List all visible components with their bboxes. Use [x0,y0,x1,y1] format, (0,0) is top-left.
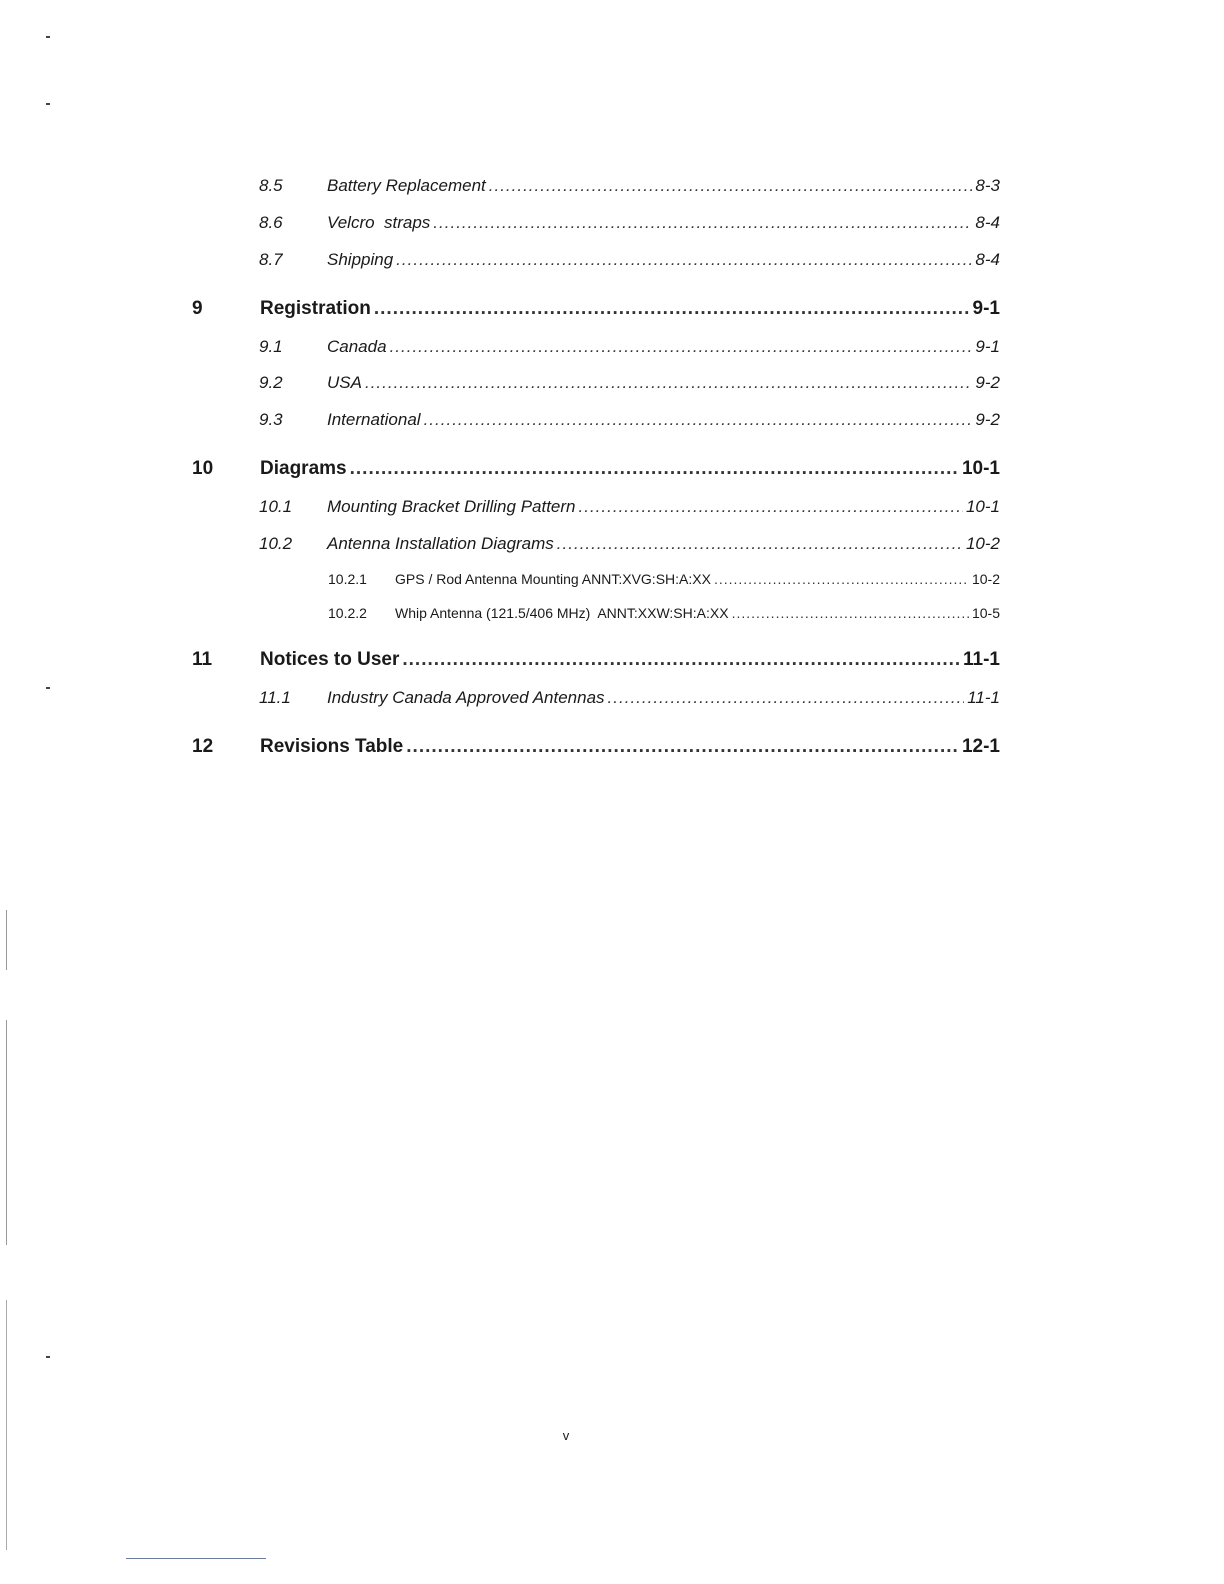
dot-leader [424,410,973,430]
section-title: Battery Replacement [327,176,486,195]
scan-speck [46,36,50,38]
dot-leader [402,649,960,671]
section-title: Velcro straps [327,213,431,232]
page-reference: 9-1 [972,298,1000,319]
toc-chapter-12[interactable] [0,736,1224,766]
section-title: Antenna Installation Diagrams [327,534,554,553]
page-reference: 9-2 [975,373,1000,392]
toc-entry-9-3[interactable] [259,410,1000,436]
toc-entry-10-2-1[interactable] [328,571,1000,593]
scan-speck [46,103,50,105]
section-number: 9.1 [259,337,283,356]
subsection-title: Whip Antenna (121.5/406 MHz) ANNT:XXW:SH:A:XX [395,605,729,621]
page-reference: 11-1 [967,688,1000,707]
subsection-title: GPS / Rod Antenna Mounting ANNT:XVG:SH:A:XX [395,571,711,587]
footnote-separator [126,1558,266,1559]
page-reference: 8-3 [975,176,1000,195]
page-reference: 9-2 [975,410,1000,429]
subsection-number: 10.2.1 [328,571,367,587]
toc-entry-10-2-2[interactable] [328,605,1000,627]
section-title: Shipping [327,250,394,269]
toc-entry-9-2[interactable] [259,373,1000,399]
section-number: 10.2 [259,534,293,553]
page-reference: 11-1 [963,649,1000,670]
dot-leader [390,337,973,357]
chapter-title: Registration [260,298,371,319]
section-number: 9.2 [259,373,283,392]
dot-leader [433,213,972,233]
chapter-title: Revisions Table [260,736,404,757]
page-reference: 10-1 [961,458,1000,479]
page-reference: 12-1 [961,736,1000,757]
dot-leader [489,176,973,196]
chapter-title: Notices to User [260,649,400,670]
dot-leader [350,458,959,480]
toc-chapter-10[interactable] [0,458,1224,488]
page-reference: 9-1 [975,337,1000,356]
page-reference: 10-2 [965,534,1000,553]
page-reference: 10-5 [971,605,1000,621]
toc-entry-8-6[interactable] [259,213,1000,239]
section-title: International [327,410,421,429]
chapter-number: 12 [192,736,214,757]
toc-chapter-9[interactable] [0,298,1224,328]
chapter-number: 9 [192,298,203,319]
chapter-number: 10 [192,458,214,479]
dot-leader [396,250,972,270]
page-reference: 10-2 [971,571,1000,587]
page-reference: 10-1 [965,497,1000,516]
page-reference: 8-4 [975,213,1000,232]
section-title: Canada [327,337,387,356]
scan-speck [46,1356,50,1358]
dot-leader [732,605,969,621]
toc-chapter-11[interactable] [0,649,1224,679]
scan-speck [46,687,50,689]
chapter-title: Diagrams [260,458,347,479]
section-number: 10.1 [259,497,293,516]
scan-edge-line [6,1020,7,1245]
dot-leader [714,571,969,587]
section-title: Mounting Bracket Drilling Pattern [327,497,576,516]
scan-edge-line [6,1300,7,1550]
toc-entry-8-5[interactable] [259,176,1000,202]
toc-entry-11-1[interactable] [259,688,1000,714]
toc-entry-8-7[interactable] [259,250,1000,276]
chapter-number: 11 [192,649,213,670]
section-number: 8.7 [259,250,283,269]
section-number: 9.3 [259,410,283,429]
subsection-number: 10.2.2 [328,605,367,621]
section-title: USA [327,373,362,392]
dot-leader [365,373,972,393]
page-reference: 8-4 [975,250,1000,269]
toc-entry-10-2[interactable] [259,534,1000,560]
toc-entry-10-1[interactable] [259,497,1000,523]
dot-leader [579,497,963,517]
dot-leader [374,298,970,320]
section-number: 8.6 [259,213,283,232]
dot-leader [608,688,965,708]
section-number: 8.5 [259,176,283,195]
dot-leader [557,534,963,554]
section-number: 11.1 [259,688,291,707]
section-title: Industry Canada Approved Antennas [327,688,605,707]
dot-leader [406,736,959,758]
toc-entry-9-1[interactable] [259,337,1000,363]
scan-edge-line [6,910,7,970]
page-number: v [562,1428,570,1443]
